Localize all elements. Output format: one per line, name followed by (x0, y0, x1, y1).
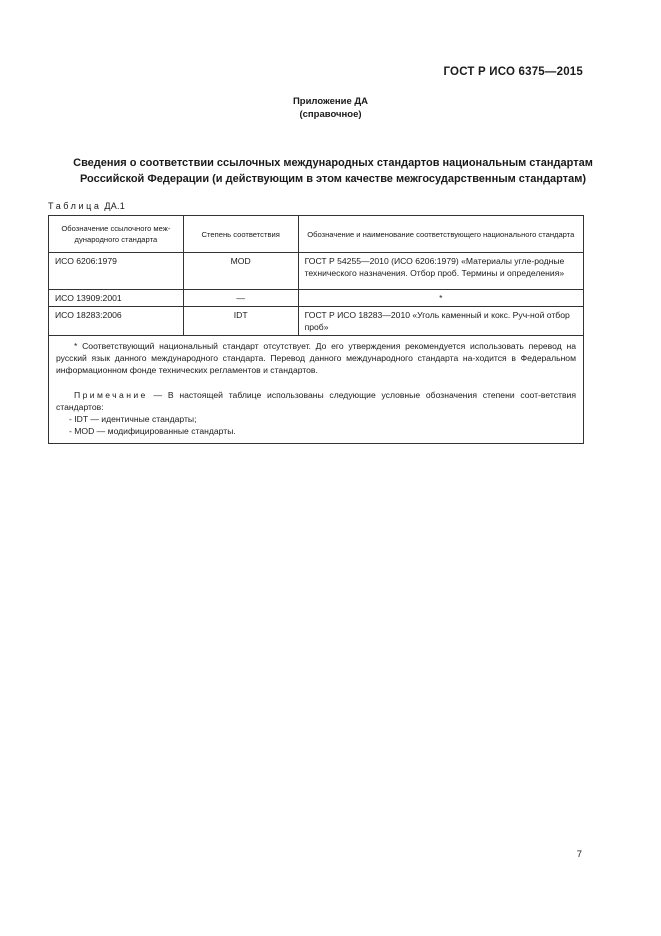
appendix-heading (0, 95, 661, 121)
table-footer (49, 336, 584, 444)
document-code: ГОСТ Р ИСО 6375—2015 (443, 66, 583, 78)
note-prefix: Примечание (74, 390, 148, 400)
table-row (49, 253, 584, 290)
table-label (48, 201, 125, 211)
table-row (49, 307, 584, 336)
section-title (48, 155, 618, 187)
page-number: 7 (576, 849, 582, 860)
table-label-number: ДА.1 (104, 201, 126, 211)
cell-degree: MOD (183, 253, 298, 290)
note-text: — В настоящей таблице использованы следующие условные обозначения степени соот-ветствия стандартов: (56, 390, 576, 412)
cell-degree: IDT (183, 307, 298, 336)
cell-ref: ИСО 6206:1979 (49, 253, 184, 290)
correspondence-table (48, 215, 584, 444)
cell-national: * (298, 290, 583, 307)
section-title-line-1: Сведения о соответствии ссылочных международных стандартов национальным стандартам (73, 157, 593, 169)
cell-national: ГОСТ Р 54255—2010 (ИСО 6206:1979) «Материалы угле-родные технического назначения. Отбор проб. Термины и определения» (298, 253, 583, 290)
header-degree: Степень соответствия (183, 216, 298, 253)
note-item-mod: - MOD — модифицированные стандарты. (69, 426, 236, 436)
table-label-prefix: Таблица (48, 201, 102, 211)
table-footnote: * Соответствующий национальный стандарт отсутствует. До его утверждения рекомендуется использовать перевод на русский язык данного международного стандарта. Перевод данного международного стандарта на-ходится в Федеральном информационном фонде технических регламентов и стандартов. (56, 341, 576, 375)
header-national-standard: Обозначение и наименование соответствующего национального стандарта (298, 216, 583, 253)
table-row (49, 290, 584, 307)
appendix-title: Приложение ДА (292, 96, 369, 107)
note-item-idt: - IDT — идентичные стандарты; (69, 414, 197, 424)
table-header-row (49, 216, 584, 253)
cell-degree: — (183, 290, 298, 307)
table-footer-row (49, 336, 584, 444)
cell-ref: ИСО 18283:2006 (49, 307, 184, 336)
appendix-subtitle: (справочное) (299, 109, 362, 120)
section-title-line-2: Российской Федерации (и действующим в этом качестве межгосударственным стандартам) (79, 173, 587, 185)
header-ref-standard: Обозначение ссылочного меж-дународного стандарта (49, 216, 184, 253)
cell-national: ГОСТ Р ИСО 18283—2010 «Уголь каменный и кокс. Руч-ной отбор проб» (298, 307, 583, 336)
table-note (56, 389, 576, 413)
cell-ref: ИСО 13909:2001 (49, 290, 184, 307)
